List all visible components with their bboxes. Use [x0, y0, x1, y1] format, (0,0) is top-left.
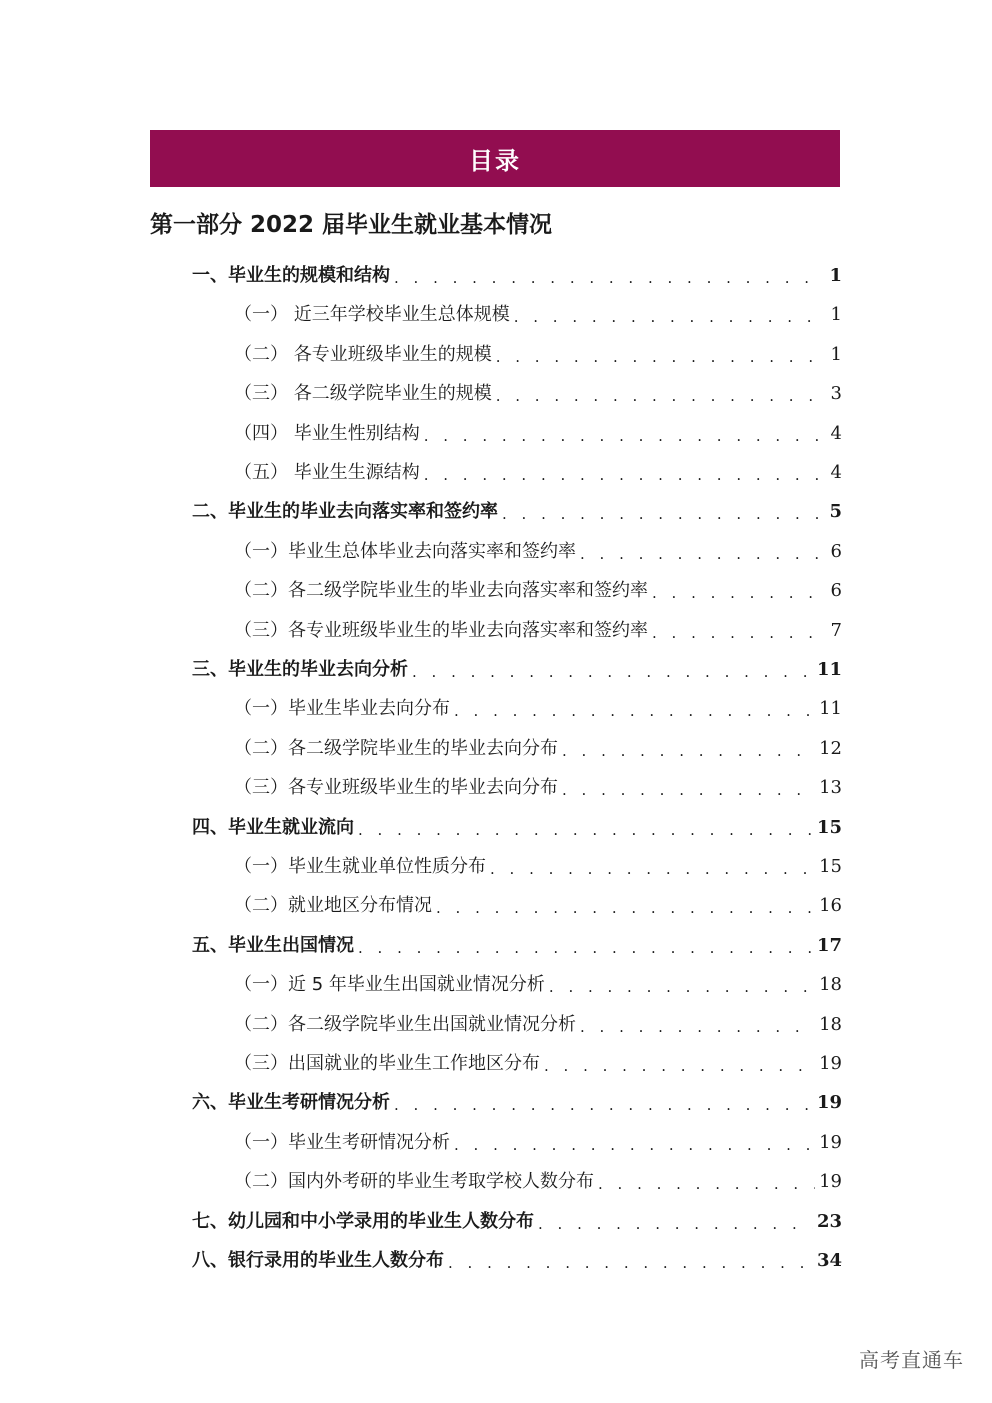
- toc-entry-page-number: 7: [830, 619, 842, 641]
- toc-entry-label: （二）各二级学院毕业生的毕业去向落实率和签约率: [234, 580, 648, 602]
- toc-entry[interactable]: [234, 380, 842, 408]
- toc-entry-label: （二）就业地区分布情况: [234, 895, 432, 917]
- toc-entry-page-number: 34: [816, 1250, 842, 1271]
- toc-entry[interactable]: [192, 932, 842, 960]
- toc-entry-label: 五、毕业生出国情况: [192, 934, 354, 956]
- toc-entry-page-number: 11: [816, 659, 842, 680]
- toc-leader-dots: [394, 266, 825, 290]
- toc-entry-label: 一、毕业生的规模和结构: [192, 265, 390, 286]
- toc-leader-dots: [424, 424, 827, 448]
- toc-entry[interactable]: [192, 1089, 842, 1117]
- toc-entry-label: 六、毕业生考研情况分析: [192, 1092, 390, 1114]
- toc-entry-page-number: 16: [819, 895, 842, 917]
- toc-leader-dots: [490, 857, 815, 881]
- toc-entry-page-number: 19: [819, 1171, 842, 1193]
- toc-leader-dots: [496, 384, 827, 408]
- toc-entry-label: 二、毕业生的毕业去向落实率和签约率: [192, 501, 498, 523]
- toc-entry-label: （一）毕业生毕业去向分布: [234, 698, 450, 720]
- toc-entry[interactable]: [234, 695, 842, 723]
- toc-entry-label: （三）各专业班级毕业生的毕业去向分布: [234, 777, 558, 799]
- toc-leader-dots: [358, 818, 813, 842]
- toc-leader-dots: [412, 660, 813, 684]
- toc-leader-dots: [580, 542, 827, 566]
- toc-entry[interactable]: [234, 1050, 842, 1078]
- toc-leader-dots: [538, 1212, 813, 1236]
- toc-entry-label: （二）国内外考研的毕业生考取学校人数分布: [234, 1171, 594, 1193]
- toc-entry-page-number: 1: [829, 265, 842, 286]
- toc-leader-dots: [454, 1133, 815, 1157]
- toc-entry[interactable]: [234, 341, 842, 369]
- toc-entry[interactable]: [192, 262, 842, 290]
- toc-leader-dots: [496, 345, 827, 369]
- toc-entry-page-number: 6: [830, 580, 842, 602]
- toc-leader-dots: [549, 975, 815, 999]
- toc-entry-label: （五） 毕业生生源结构: [234, 462, 420, 483]
- toc-entry[interactable]: [234, 420, 842, 448]
- toc-entry-label: （一）毕业生总体毕业去向落实率和签约率: [234, 540, 576, 562]
- toc-entry-page-number: 19: [819, 1053, 842, 1074]
- toc-entry-label: （二）各二级学院毕业生出国就业情况分析: [234, 1013, 576, 1035]
- toc-leader-dots: [544, 1054, 815, 1078]
- toc-entry-page-number: 4: [830, 462, 842, 483]
- toc-leader-dots: [502, 502, 825, 526]
- toc-leader-dots: [598, 1172, 815, 1196]
- toc-entry-label: （一）毕业生就业单位性质分布: [234, 856, 486, 877]
- toc-entry-page-number: 23: [816, 1210, 842, 1232]
- toc-entry[interactable]: [234, 459, 842, 487]
- part-title: 第一部分 2022 届毕业生就业基本情况: [150, 212, 553, 238]
- toc-entry-label: （三） 各二级学院毕业生的规模: [234, 383, 492, 405]
- toc-entry-label: （一）近 5 年毕业生出国就业情况分析: [234, 974, 545, 996]
- toc-leader-dots: [424, 463, 827, 487]
- toc-entry[interactable]: [192, 656, 842, 684]
- toc-entry-page-number: 5: [829, 501, 842, 523]
- toc-entry-label: （三）出国就业的毕业生工作地区分布: [234, 1053, 540, 1074]
- toc-entry-page-number: 15: [819, 856, 842, 877]
- toc-entry[interactable]: [234, 892, 842, 920]
- toc-entry-page-number: 18: [819, 1013, 842, 1035]
- toc-leader-dots: [652, 621, 827, 645]
- toc-entry[interactable]: [234, 853, 842, 881]
- toc-entry[interactable]: [234, 1129, 842, 1157]
- toc-entry-page-number: 1: [830, 343, 842, 365]
- toc-entry[interactable]: [192, 1247, 842, 1275]
- toc-header-banner: [150, 130, 840, 187]
- toc-entry-label: （二）各二级学院毕业生的毕业去向分布: [234, 737, 558, 759]
- toc-entry-page-number: 19: [819, 1131, 842, 1153]
- toc-entry[interactable]: [234, 971, 842, 999]
- toc-leader-dots: [562, 778, 815, 802]
- toc-entry[interactable]: [192, 498, 842, 526]
- toc-entry-label: （一）毕业生考研情况分析: [234, 1131, 450, 1153]
- toc-leader-dots: [562, 739, 815, 763]
- toc-entry-label: （二） 各专业班级毕业生的规模: [234, 343, 492, 365]
- toc-entry[interactable]: [234, 774, 842, 802]
- toc-entry-label: 七、幼儿园和中小学录用的毕业生人数分布: [192, 1210, 534, 1232]
- toc-entry[interactable]: [234, 617, 842, 645]
- toc-leader-dots: [454, 699, 815, 723]
- toc-leader-dots: [580, 1015, 815, 1039]
- toc-entry-page-number: 12: [819, 737, 842, 759]
- toc-leader-dots: [652, 581, 827, 605]
- toc-entry-page-number: 19: [816, 1092, 842, 1114]
- toc-leader-dots: [394, 1093, 813, 1117]
- toc-entry-label: （四） 毕业生性别结构: [234, 422, 420, 444]
- toc-leader-dots: [514, 305, 827, 329]
- toc-entry[interactable]: [234, 538, 842, 566]
- toc-entry-label: 三、毕业生的毕业去向分析: [192, 659, 408, 680]
- toc-entry-page-number: 11: [819, 698, 842, 720]
- toc-entry[interactable]: [234, 1168, 842, 1196]
- toc-leader-dots: [448, 1251, 813, 1275]
- toc-entry-page-number: 1: [830, 304, 842, 326]
- toc-entry[interactable]: [192, 814, 842, 842]
- toc-entry[interactable]: [234, 577, 842, 605]
- toc-entry-page-number: 4: [830, 422, 842, 444]
- toc-entry[interactable]: [234, 1011, 842, 1039]
- toc-leader-dots: [358, 936, 813, 960]
- toc-entry-page-number: 18: [819, 974, 842, 996]
- watermark: 高考直通车: [859, 1348, 964, 1372]
- toc-entry-page-number: 15: [816, 816, 842, 838]
- toc-title: 目录: [469, 147, 521, 175]
- toc-entry[interactable]: [192, 1208, 842, 1236]
- toc-entry-label: （一） 近三年学校毕业生总体规模: [234, 304, 510, 326]
- toc-entry-page-number: 13: [819, 777, 842, 799]
- toc-entry-page-number: 3: [830, 383, 842, 405]
- toc-leader-dots: [436, 896, 815, 920]
- toc-entry[interactable]: [234, 735, 842, 763]
- toc-entry-label: 四、毕业生就业流向: [192, 816, 354, 838]
- toc-entry[interactable]: [234, 301, 842, 329]
- toc-entry-label: 八、银行录用的毕业生人数分布: [192, 1250, 444, 1271]
- toc-entry-page-number: 17: [816, 934, 842, 956]
- toc-entry-label: （三）各专业班级毕业生的毕业去向落实率和签约率: [234, 619, 648, 641]
- toc-entry-page-number: 6: [830, 540, 842, 562]
